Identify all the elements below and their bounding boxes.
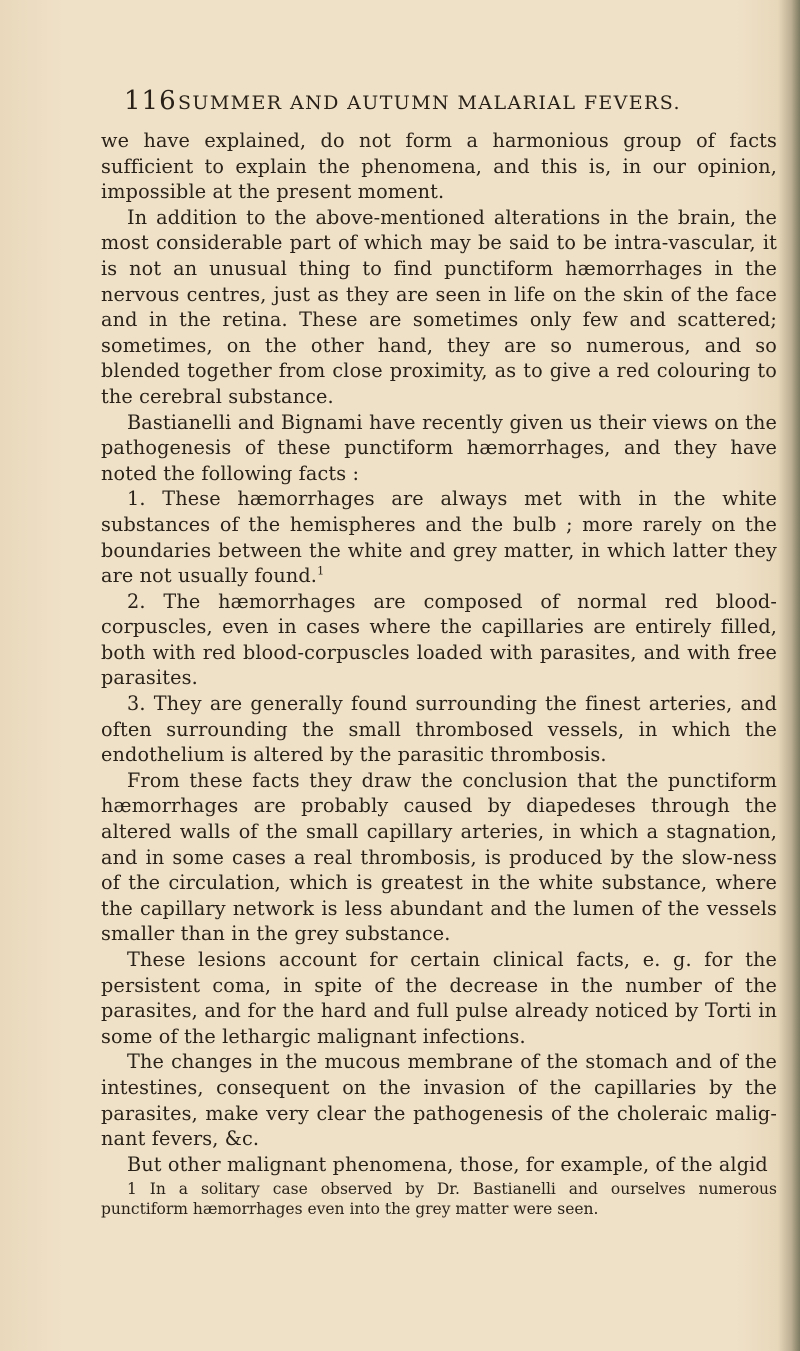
paragraph: These lesions account for certain clinical facts, e. g. for the persistent coma, in spite of the decrease in the number of the parasites, and for the hard and full pulse already noticed by Torti in some of the lethargic malignant infections. — [101, 948, 777, 1048]
paragraph: 3. They are generally found surrounding the finest arteries, and often surrounding the small thrombosed vessels, in which the endothelium is altered by the parasitic thrombosis. — [101, 692, 777, 767]
paragraph: But other malignant phenomena, those, for example, of the algid — [127, 1152, 768, 1176]
body-text — [101, 128, 777, 1219]
paragraph-text: 1. These hæmorrhages are always met with in the white substances of the hemispheres and the bulb ; more rarely on the boundaries between the white and grey matter, in which latter they are not usually found. — [101, 487, 777, 588]
paragraph: In addition to the above-mentioned alterations in the brain, the most considerable part of which may be said to be intra-vascular, it is not an unusual thing to find punctiform hæmorrhages in the nervous centres, just as they are seen in life on the skin of the face and in the retina. These are sometimes only few and scattered; sometimes, on the other hand, they are so numerous, and so blended together from close proximity, as to give a red colouring to the cerebral substance. — [101, 205, 777, 408]
paragraph: Bastianelli and Bignami have recently given us their views on the pathogenesis of these punctiform hæmorrhages, and they have noted the following facts : — [101, 410, 777, 485]
paragraph — [101, 486, 777, 588]
paragraph: we have explained, do not form a harmonious group of facts sufficient to explain the phenomena, and this is, in our opinion, impossible at the present moment. — [101, 129, 777, 204]
footnote: 1 In a solitary case observed by Dr. Bastianelli and ourselves numerous punctiform hæmorrhages even into the grey matter were seen. — [101, 1180, 777, 1219]
page-header — [0, 86, 800, 126]
paragraph: From these facts they draw the conclusion that the punctiform hæmorrhages are probably caused by diapedeses through the altered walls of the small capillary arteries, in which a stagnation, and in some cases a real thrombosis, is produced by the slow-ness of the circulation, which is greatest in the white substance, where the capillary network is less abundant and the lumen of the vessels smaller than in the grey substance. — [101, 768, 777, 946]
paragraph: The changes in the mucous membrane of the stomach and of the intestines, consequent on the invasion of the capillaries by the parasites, make very clear the pathogenesis of the choleraic malig-nant fevers, &c. — [101, 1050, 777, 1151]
running-title: SUMMER AND AUTUMN MALARIAL FEVERS. — [178, 92, 681, 114]
paragraph: 2. The hæmorrhages are composed of normal red blood-corpuscles, even in cases where the capillaries are entirely filled, both with red blood-corpuscles loaded with parasites, and with free parasites. — [101, 589, 777, 690]
footnote-marker: 1 — [317, 564, 325, 578]
page-number: 116 — [124, 86, 177, 116]
page-edge-shadow — [778, 0, 800, 1351]
